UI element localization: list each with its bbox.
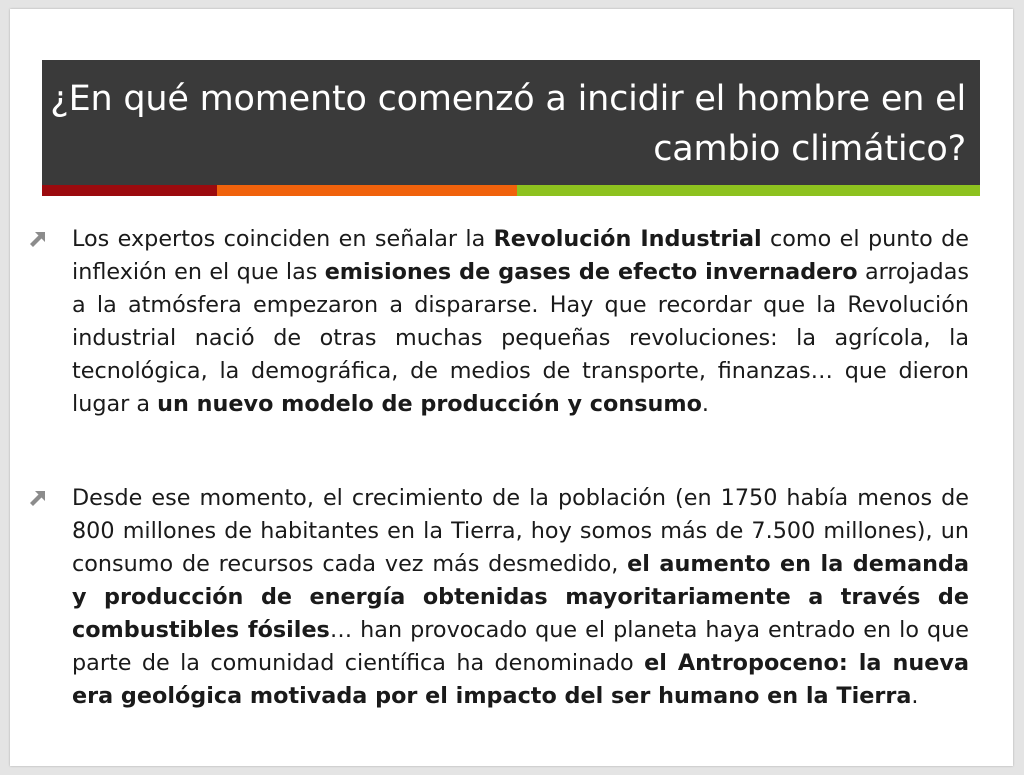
bullet-text-1 (72, 223, 969, 421)
text-segment-bold: el aumento en la demanda y producción de energía obtenidas mayoritariamente a través de combustibles fósiles (72, 551, 969, 643)
accent-stripe-green (517, 185, 980, 196)
text-segment-bold: emisiones de gases de efecto invernadero (324, 259, 858, 285)
text-segment: como el punto de inflexión en el que las (72, 226, 969, 285)
accent-stripe-red (42, 185, 217, 196)
text-segment: … han provocado que el planeta haya entrado en lo que parte de la comunidad científica ha denominado (72, 617, 969, 676)
title-bar (42, 60, 980, 185)
text-segment: arrojadas a la atmósfera empezaron a dispararse. Hay que recordar que la Revolución industrial nació de otras muchas pequeñas revoluciones: la agrícola, la tecnológica, la demográfica, de medios de transporte, finanzas… que dieron lugar a (72, 259, 969, 417)
text-segment: . (701, 391, 709, 417)
text-segment-bold: el Antropoceno: la nueva era geológica motivada por el impacto del ser humano en la Tierra (72, 650, 969, 709)
arrow-up-right-icon (28, 488, 48, 508)
bullet-text-2 (72, 482, 969, 713)
text-segment-bold: un nuevo modelo de producción y consumo (157, 391, 702, 417)
slide (10, 9, 1013, 766)
text-segment: Desde ese momento, el crecimiento de la población (en 1750 había menos de 800 millones de habitantes en la Tierra, hoy somos más de 7.500 millones), un consumo de recursos cada vez más desmedido, (72, 485, 969, 577)
text-segment: Los expertos coinciden en señalar la (72, 226, 494, 252)
text-segment-bold: Revolución Industrial (493, 226, 762, 252)
slide-title: ¿En qué momento comenzó a incidir el hombre en el cambio climático? (50, 79, 966, 169)
accent-stripe-orange (217, 185, 517, 196)
arrow-up-right-icon (28, 229, 48, 249)
text-segment: . (911, 683, 919, 709)
